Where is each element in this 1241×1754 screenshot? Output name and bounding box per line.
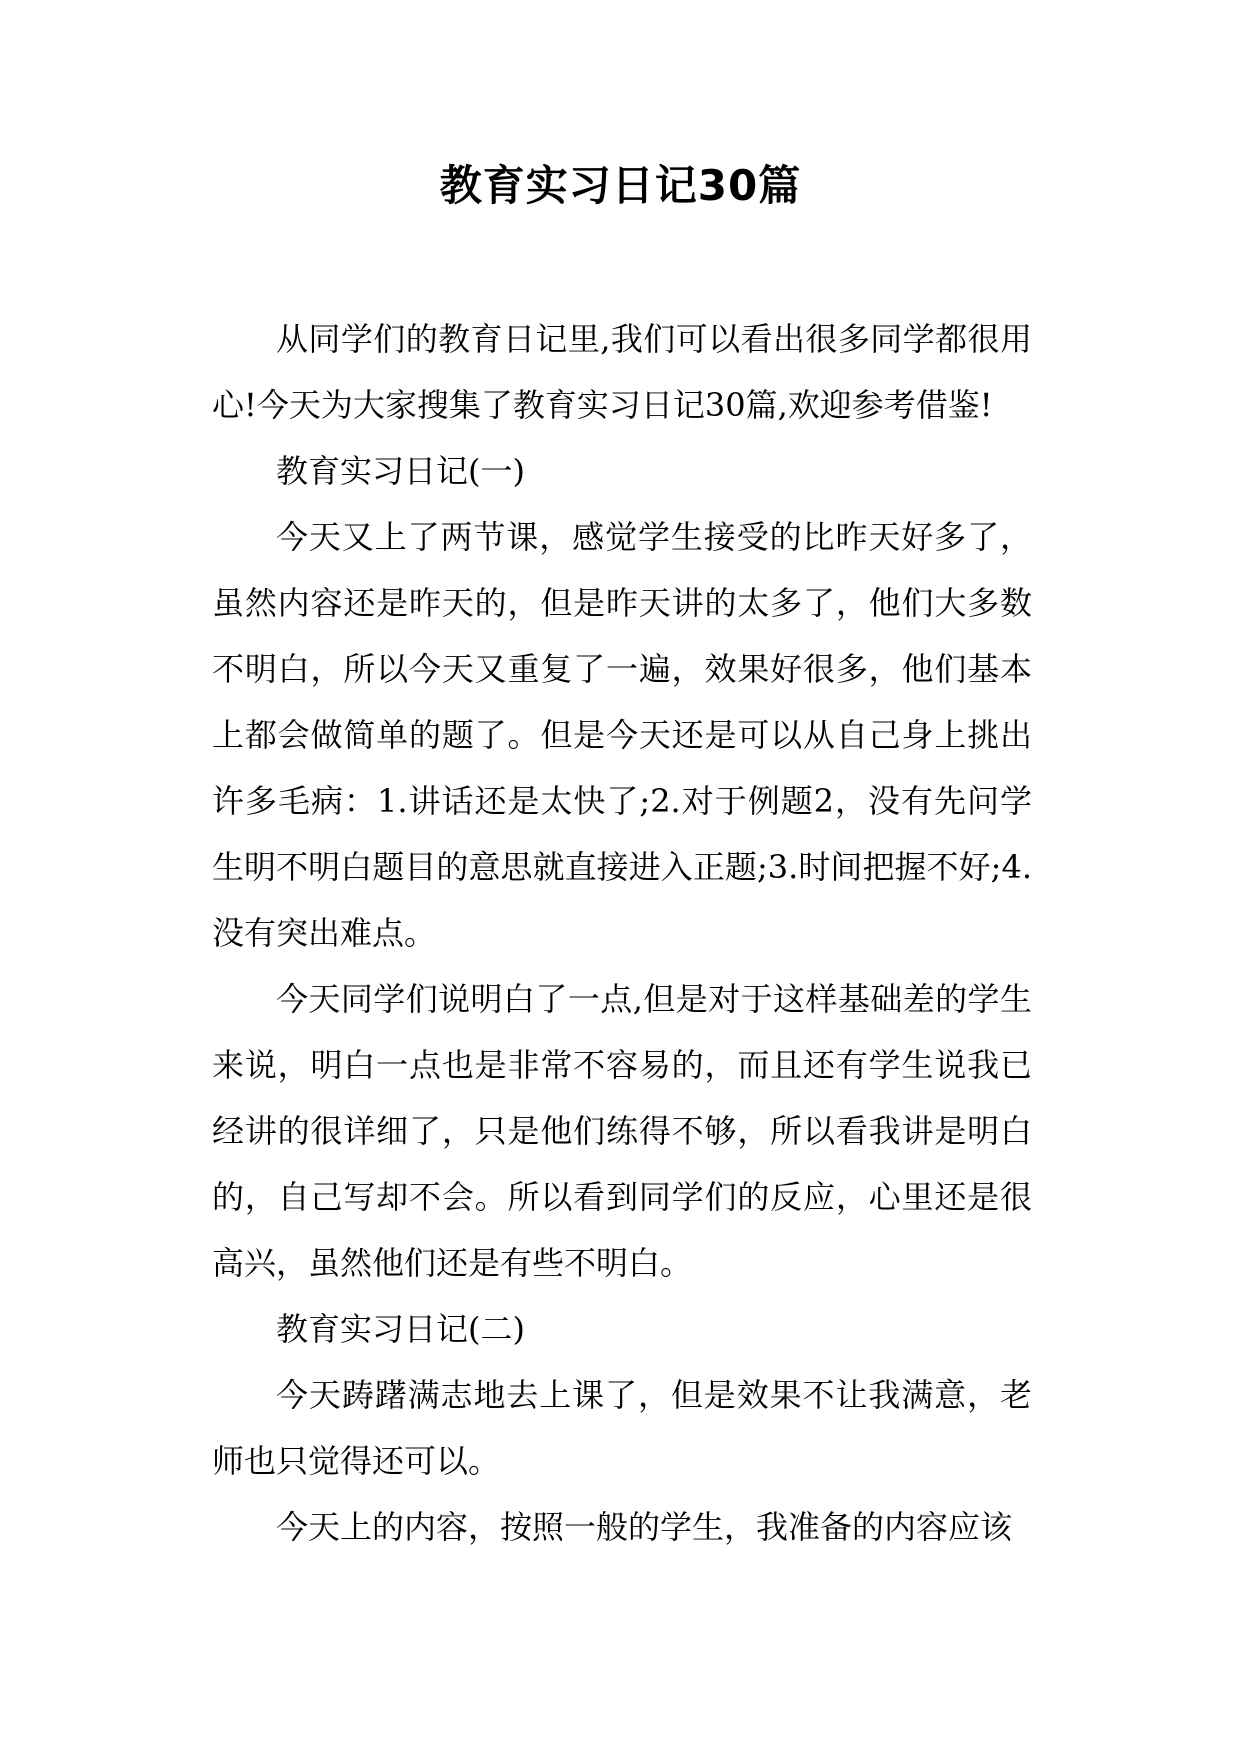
- diary-paragraph: 今天又上了两节课，感觉学生接受的比昨天好多了，虽然内容还是昨天的，但是昨天讲的太多了，他们大多数不明白，所以今天又重复了一遍，效果好很多，他们基本上都会做简单的题了。但是今天还是可以从自己身上挑出许多毛病：1.讲话还是太快了;2.对于例题2，没有先问学生明不明白题目的意思就直接进入正题;3.时间把握不好;4.没有突出难点。: [212, 518, 1032, 952]
- section-heading-1: 教育实习日记(一): [276, 452, 525, 490]
- section-heading-2: 教育实习日记(二): [276, 1310, 525, 1348]
- diary-paragraph: 今天同学们说明白了一点,但是对于这样基础差的学生来说，明白一点也是非常不容易的，而且还有学生说我已经讲的很详细了，只是他们练得不够，所以看我讲是明白的，自己写却不会。所以看到同学们的反应，心里还是很高兴，虽然他们还是有些不明白。: [212, 980, 1032, 1282]
- document-body: [212, 306, 1032, 1560]
- diary-paragraph: 今天上的内容，按照一般的学生，我准备的内容应该: [276, 1508, 1013, 1546]
- intro-paragraph: 从同学们的教育日记里,我们可以看出很多同学都很用心!今天为大家搜集了教育实习日记30篇,欢迎参考借鉴!: [212, 320, 1032, 424]
- diary-paragraph: 今天踌躇满志地去上课了，但是效果不让我满意，老师也只觉得还可以。: [212, 1376, 1032, 1480]
- document-title: 教育实习日记30篇: [439, 161, 802, 210]
